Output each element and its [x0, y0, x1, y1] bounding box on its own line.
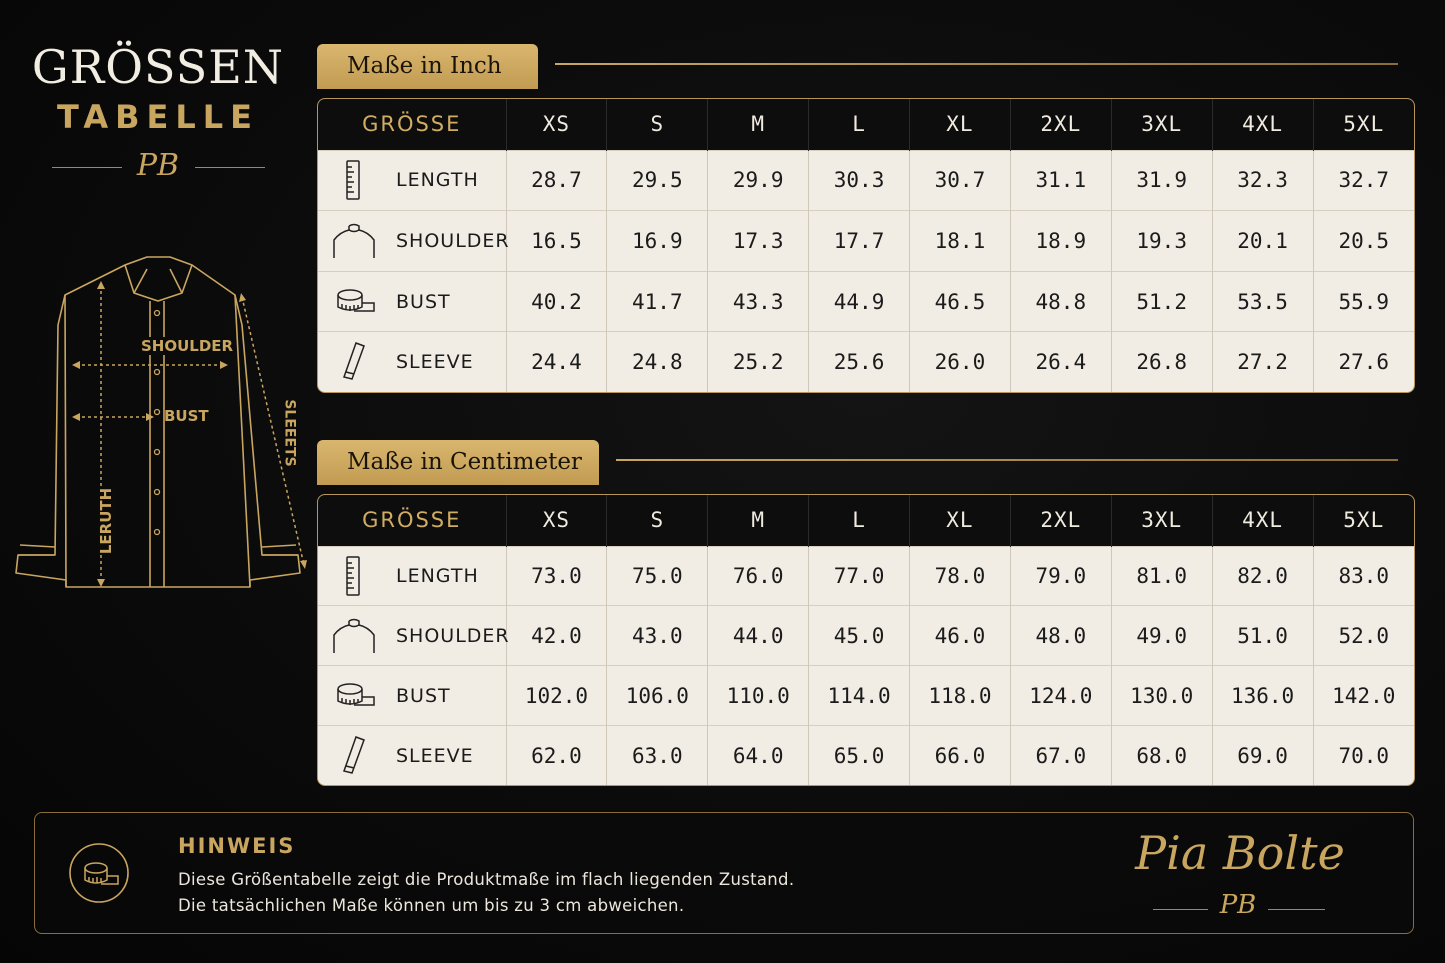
- signature-rule-right: [1268, 909, 1325, 910]
- table-cell: 81.0: [1111, 546, 1212, 606]
- table-cell: 29.9: [708, 150, 809, 211]
- table-row: [318, 211, 1414, 272]
- inch-header-size: XL: [910, 99, 1011, 150]
- inch-header-size: L: [809, 99, 910, 150]
- table-cell: 43.3: [708, 271, 809, 332]
- inch-header-size-label: GRÖSSE: [318, 99, 506, 150]
- table-cell: 24.4: [506, 332, 607, 392]
- inch-header-size: 5XL: [1313, 99, 1414, 150]
- brand-divider-right: [195, 167, 265, 168]
- ruler-icon: [330, 159, 378, 201]
- inch-header-size: 2XL: [1010, 99, 1111, 150]
- shirt-shoulder-label: SHOULDER: [141, 337, 234, 355]
- table-cell: 82.0: [1212, 546, 1313, 606]
- brand-monogram: PB: [136, 148, 180, 183]
- inch-header-size: M: [708, 99, 809, 150]
- table-cell: 124.0: [1010, 666, 1111, 726]
- brand-subtitle: TABELLE: [57, 98, 259, 136]
- cm-header-size: 5XL: [1313, 495, 1414, 546]
- table-cell: 31.9: [1111, 150, 1212, 211]
- shirt-collar: [125, 257, 192, 301]
- note-line-2: Die tatsächlichen Maße können um bis zu 3 cm abweichen.: [178, 896, 685, 915]
- signature-rule-left: [1153, 909, 1208, 910]
- table-cell: 49.0: [1111, 606, 1212, 666]
- table-cell: 24.8: [607, 332, 708, 392]
- inch-header-row: [318, 99, 1414, 150]
- tape-measure-icon: [330, 281, 378, 323]
- table-row: [318, 726, 1414, 785]
- row-label: BUST: [396, 684, 451, 707]
- inch-section-label: Maße in Inch: [317, 44, 538, 89]
- table-cell: 130.0: [1111, 666, 1212, 726]
- inch-header-size: 3XL: [1111, 99, 1212, 150]
- table-cell: 75.0: [607, 546, 708, 606]
- table-cell: 77.0: [809, 546, 910, 606]
- signature-monogram: PB: [1219, 890, 1257, 920]
- table-cell: 16.9: [607, 211, 708, 272]
- row-label-cell: [318, 546, 506, 606]
- table-cell: 67.0: [1010, 726, 1111, 785]
- table-cell: 70.0: [1313, 726, 1414, 785]
- table-cell: 43.0: [607, 606, 708, 666]
- table-cell: 26.0: [910, 332, 1011, 392]
- table-cell: 20.5: [1313, 211, 1414, 272]
- table-cell: 19.3: [1111, 211, 1212, 272]
- table-cell: 83.0: [1313, 546, 1414, 606]
- cm-header-size-label: GRÖSSE: [318, 495, 506, 546]
- table-cell: 42.0: [506, 606, 607, 666]
- table-cell: 64.0: [708, 726, 809, 785]
- cm-header-size: XS: [506, 495, 607, 546]
- table-cell: 51.0: [1212, 606, 1313, 666]
- cm-header-size: 2XL: [1010, 495, 1111, 546]
- table-cell: 53.5: [1212, 271, 1313, 332]
- table-cell: 66.0: [910, 726, 1011, 785]
- signature: Pia Bolte: [1135, 826, 1345, 880]
- table-cell: 45.0: [809, 606, 910, 666]
- row-label-cell: [318, 271, 506, 332]
- table-cell: 18.9: [1010, 211, 1111, 272]
- table-cell: 20.1: [1212, 211, 1313, 272]
- table-cell: 32.3: [1212, 150, 1313, 211]
- row-label: LENGTH: [396, 169, 479, 192]
- row-label-cell: [318, 211, 510, 272]
- inch-header-size: S: [607, 99, 708, 150]
- table-cell: 30.3: [809, 150, 910, 211]
- cm-header-size: L: [809, 495, 910, 546]
- row-label: SLEEVE: [396, 744, 474, 767]
- inch-section-rule: [555, 63, 1398, 65]
- table-cell: 25.2: [708, 332, 809, 392]
- row-label-cell: [318, 332, 506, 392]
- table-cell: 46.0: [910, 606, 1011, 666]
- table-cell: 16.5: [506, 211, 607, 272]
- table-cell: 27.6: [1313, 332, 1414, 392]
- shirt-diagram: [10, 255, 310, 600]
- row-label-cell: [318, 606, 510, 666]
- sleeve-icon: [330, 735, 378, 777]
- brand-divider-left: [52, 167, 122, 168]
- table-cell: 102.0: [506, 666, 607, 726]
- table-cell: 44.9: [809, 271, 910, 332]
- table-row: [318, 666, 1414, 726]
- shirt-length-label: LERUTH: [97, 487, 116, 555]
- table-cell: 31.1: [1010, 150, 1111, 211]
- table-cell: 30.7: [910, 150, 1011, 211]
- sleeve-icon: [330, 341, 378, 383]
- table-cell: 106.0: [607, 666, 708, 726]
- inch-size-table: [317, 98, 1415, 393]
- table-cell: 76.0: [708, 546, 809, 606]
- shoulder-icon: [330, 615, 378, 657]
- brand-title: GRÖSSEN: [31, 40, 285, 94]
- table-cell: 55.9: [1313, 271, 1414, 332]
- table-cell: 65.0: [809, 726, 910, 785]
- cm-header-size: S: [607, 495, 708, 546]
- table-cell: 29.5: [607, 150, 708, 211]
- row-label-cell: [318, 666, 506, 726]
- table-cell: 44.0: [708, 606, 809, 666]
- cm-section-label: Maße in Centimeter: [317, 440, 599, 485]
- cm-header-size: 4XL: [1212, 495, 1313, 546]
- table-cell: 17.7: [809, 211, 910, 272]
- table-cell: 27.2: [1212, 332, 1313, 392]
- cm-header-row: [318, 495, 1414, 546]
- table-row: [318, 546, 1414, 606]
- table-cell: 48.0: [1010, 606, 1111, 666]
- note-title: HINWEIS: [178, 834, 296, 858]
- table-cell: 46.5: [910, 271, 1011, 332]
- cm-size-table: [317, 494, 1415, 786]
- cm-header-size: 3XL: [1111, 495, 1212, 546]
- table-cell: 73.0: [506, 546, 607, 606]
- table-cell: 26.4: [1010, 332, 1111, 392]
- row-label: SHOULDER: [396, 624, 510, 647]
- table-cell: 114.0: [809, 666, 910, 726]
- row-label: BUST: [396, 290, 451, 313]
- table-cell: 32.7: [1313, 150, 1414, 211]
- table-cell: 118.0: [910, 666, 1011, 726]
- cm-section-rule: [616, 459, 1398, 461]
- table-cell: 63.0: [607, 726, 708, 785]
- row-label: LENGTH: [396, 564, 479, 587]
- table-row: [318, 606, 1414, 666]
- table-cell: 28.7: [506, 150, 607, 211]
- inch-header-size: 4XL: [1212, 99, 1313, 150]
- table-cell: 78.0: [910, 546, 1011, 606]
- table-cell: 136.0: [1212, 666, 1313, 726]
- tape-measure-icon: [68, 842, 130, 904]
- table-cell: 41.7: [607, 271, 708, 332]
- table-cell: 18.1: [910, 211, 1011, 272]
- row-label-cell: [318, 726, 506, 785]
- table-cell: 68.0: [1111, 726, 1212, 785]
- table-row: [318, 150, 1414, 211]
- row-label: SLEEVE: [396, 351, 474, 374]
- table-cell: 48.8: [1010, 271, 1111, 332]
- row-label-cell: [318, 150, 506, 211]
- table-cell: 25.6: [809, 332, 910, 392]
- table-cell: 40.2: [506, 271, 607, 332]
- note-line-1: Diese Größentabelle zeigt die Produktmaße im flach liegenden Zustand.: [178, 870, 795, 889]
- row-label: SHOULDER: [396, 229, 510, 252]
- table-cell: 62.0: [506, 726, 607, 785]
- cm-header-size: XL: [910, 495, 1011, 546]
- inch-header-size: XS: [506, 99, 607, 150]
- cm-header-size: M: [708, 495, 809, 546]
- table-cell: 110.0: [708, 666, 809, 726]
- table-cell: 17.3: [708, 211, 809, 272]
- table-cell: 26.8: [1111, 332, 1212, 392]
- shirt-sleeve-label: SLEEETS: [281, 399, 298, 467]
- shirt-bust-label: BUST: [164, 407, 209, 425]
- table-cell: 52.0: [1313, 606, 1414, 666]
- table-cell: 79.0: [1010, 546, 1111, 606]
- shoulder-icon: [330, 220, 378, 262]
- table-row: [318, 271, 1414, 332]
- table-row: [318, 332, 1414, 392]
- table-cell: 69.0: [1212, 726, 1313, 785]
- ruler-icon: [330, 555, 378, 597]
- table-cell: 51.2: [1111, 271, 1212, 332]
- tape-measure-icon: [330, 675, 378, 717]
- table-cell: 142.0: [1313, 666, 1414, 726]
